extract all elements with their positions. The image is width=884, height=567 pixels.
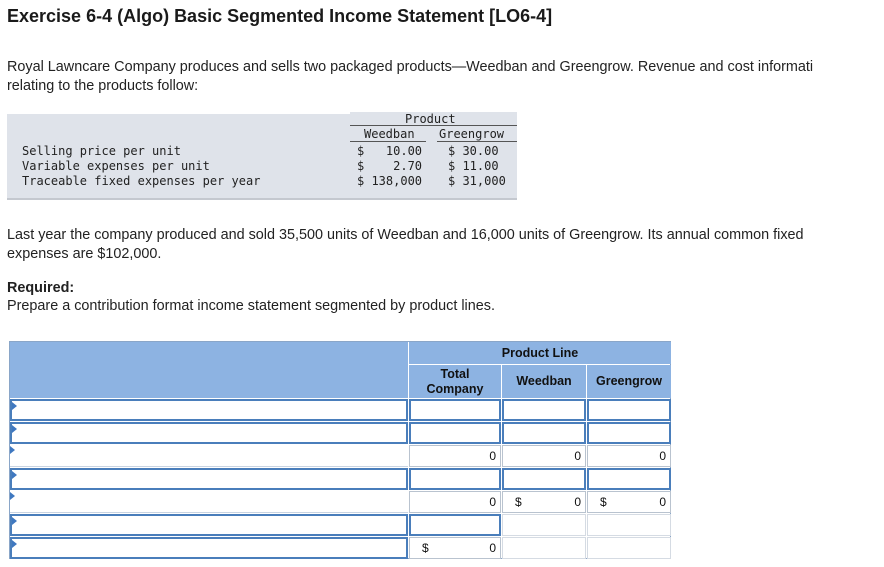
weedban-computed-cell	[502, 491, 586, 513]
info-row-label: Variable expenses per unit	[22, 159, 210, 173]
dropdown-marker-icon	[12, 425, 17, 433]
info-col-rule-greengrow	[437, 141, 517, 142]
row-label-cell	[10, 445, 408, 467]
info-row-greengrow-value: $ 30.00	[448, 144, 499, 158]
dropdown-marker-icon	[12, 540, 17, 548]
greengrow-amount-input[interactable]	[587, 468, 671, 490]
units-line-2: expenses are $102,000.	[7, 246, 162, 262]
total-computed-cell	[409, 537, 501, 559]
greengrow-value: 0	[659, 495, 666, 509]
row-label-input[interactable]	[10, 468, 408, 490]
intro-line-1: Royal Lawncare Company produces and sells two packaged products—Weedban and Greengrow. Revenue and cost informati	[7, 59, 814, 75]
label-column-header	[10, 342, 408, 398]
row-label-input[interactable]	[10, 514, 408, 536]
greengrow-amount-input[interactable]	[587, 399, 671, 421]
greengrow-value: 0	[659, 449, 666, 463]
total-value: 0	[489, 541, 496, 555]
units-paragraph	[7, 226, 884, 264]
total-amount-input[interactable]	[409, 399, 501, 421]
total-amount-input[interactable]	[409, 468, 501, 490]
total-value: 0	[489, 449, 496, 463]
row-label-input[interactable]	[10, 537, 408, 559]
weedban-value: 0	[574, 449, 581, 463]
weedban-value: 0	[574, 495, 581, 509]
required-text: Prepare a contribution format income statement segmented by product lines.	[7, 298, 495, 314]
info-row-weedban-value: $ 10.00	[357, 144, 423, 158]
total-value: 0	[489, 495, 496, 509]
greengrow-empty-cell	[587, 537, 671, 559]
product-info-table	[7, 112, 517, 202]
info-group-label: Product	[405, 112, 456, 126]
dropdown-marker-icon	[10, 446, 15, 454]
row-label-cell	[10, 491, 408, 513]
total-amount-input[interactable]	[409, 514, 501, 536]
total-header-line-2: Company	[426, 381, 484, 396]
info-col-weedban: Weedban	[364, 127, 415, 141]
info-row-greengrow-value: $ 11.00	[448, 159, 499, 173]
info-row-label: Traceable fixed expenses per year	[22, 174, 261, 188]
dropdown-marker-icon	[12, 517, 17, 525]
info-row-label: Selling price per unit	[22, 144, 181, 158]
product-line-header: Product Line	[409, 342, 671, 364]
total-company-header	[409, 365, 501, 398]
required-heading: Required:	[7, 280, 75, 296]
intro-paragraph	[7, 58, 884, 96]
info-col-rule-weedban	[350, 141, 426, 142]
page-title: Exercise 6-4 (Algo) Basic Segmented Income Statement [LO6-4]	[7, 6, 553, 26]
total-computed-cell	[409, 445, 501, 467]
info-table-bottom-rule	[7, 198, 517, 200]
info-row-weedban-value: $ 2.70	[357, 159, 423, 173]
row-label-input[interactable]	[10, 399, 408, 421]
greengrow-empty-cell	[587, 514, 671, 536]
weedban-amount-input[interactable]	[502, 399, 586, 421]
currency-symbol: $	[422, 541, 429, 555]
info-row-greengrow-value: $ 31,000	[448, 174, 506, 188]
weedban-header: Weedban	[502, 365, 586, 398]
total-computed-cell	[409, 491, 501, 513]
currency-symbol: $	[515, 495, 522, 509]
info-row-weedban-value: $ 138,000	[357, 174, 423, 188]
weedban-computed-cell	[502, 445, 586, 467]
greengrow-header: Greengrow	[587, 365, 671, 398]
weedban-amount-input[interactable]	[502, 422, 586, 444]
income-statement-table	[9, 341, 671, 559]
currency-symbol: $	[600, 495, 607, 509]
intro-line-2: relating to the products follow:	[7, 78, 199, 94]
weedban-empty-cell	[502, 537, 586, 559]
total-amount-input[interactable]	[409, 422, 501, 444]
row-label-input[interactable]	[10, 422, 408, 444]
dropdown-marker-icon	[10, 492, 15, 500]
info-col-greengrow: Greengrow	[439, 127, 505, 141]
weedban-amount-input[interactable]	[502, 468, 586, 490]
greengrow-amount-input[interactable]	[587, 422, 671, 444]
units-line-1: Last year the company produced and sold 35,500 units of Weedban and 16,000 units of Greengrow. Its annual common fixed	[7, 227, 804, 243]
dropdown-marker-icon	[12, 471, 17, 479]
weedban-empty-cell	[502, 514, 586, 536]
dropdown-marker-icon	[12, 402, 17, 410]
greengrow-computed-cell	[587, 491, 671, 513]
total-header-line-1: Total	[440, 366, 470, 381]
greengrow-computed-cell	[587, 445, 671, 467]
